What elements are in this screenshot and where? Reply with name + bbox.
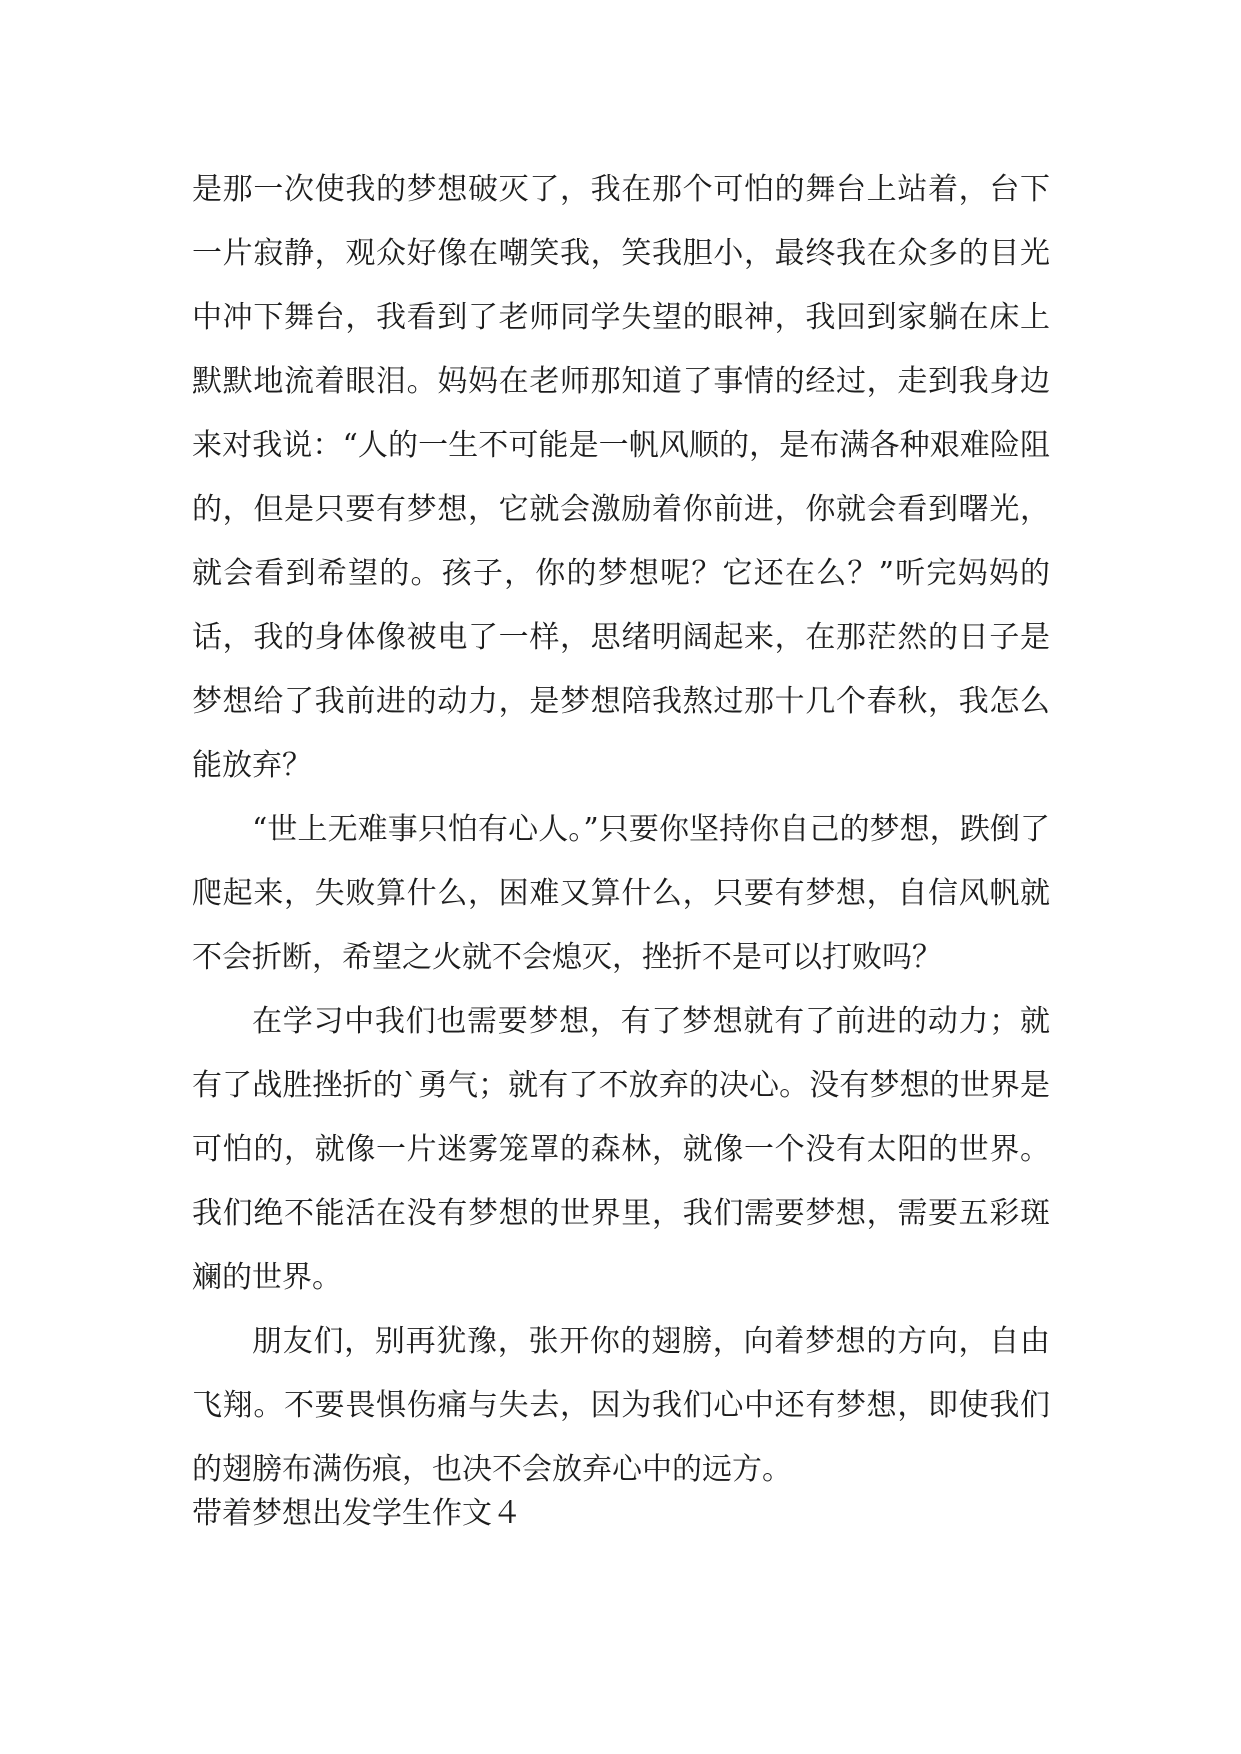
section-heading: 带着梦想出发学生作文４ — [192, 1496, 522, 1531]
paragraph-2: “世上无难事只怕有心人。”只要你坚持你自己的梦想，跌倒了爬起来，失败算什么，困难又算什么，只要有梦想，自信风帆就不会折断，希望之火就不会熄灭，挫折不是可以打败吗？ — [192, 812, 1050, 975]
paragraph-3: 在学习中我们也需要梦想，有了梦想就有了前进的动力；就有了战胜挫折的`勇气；就有了不放弃的决心。没有梦想的世界是可怕的，就像一片迷雾笼罩的森林，就像一个没有太阳的世界。我们绝不能活在没有梦想的世界里，我们需要梦想，需要五彩斑斓的世界。 — [192, 1004, 1050, 1295]
paragraph-4: 朋友们，别再犹豫，张开你的翅膀，向着梦想的方向，自由飞翔。不要畏惧伤痛与失去，因为我们心中还有梦想，即使我们的翅膀布满伤痕，也决不会放弃心中的远方。 — [192, 1324, 1050, 1487]
paragraph-1: 是那一次使我的梦想破灭了，我在那个可怕的舞台上站着，台下一片寂静，观众好像在嘲笑我，笑我胆小，最终我在众多的目光中冲下舞台，我看到了老师同学失望的眼神，我回到家躺在床上默默地流着眼泪。妈妈在老师那知道了事情的经过，走到我身边来对我说：“人的一生不可能是一帆风顺的，是布满各种艰难险阻的，但是只要有梦想，它就会激励着你前进，你就会看到曙光，就会看到希望的。孩子，你的梦想呢？它还在么？”听完妈妈的话，我的身体像被电了一样，思绪明阔起来，在那茫然的日子是梦想给了我前进的动力，是梦想陪我熬过那十几个春秋，我怎么能放弃？ — [192, 172, 1050, 783]
essay-body — [192, 158, 1050, 1502]
